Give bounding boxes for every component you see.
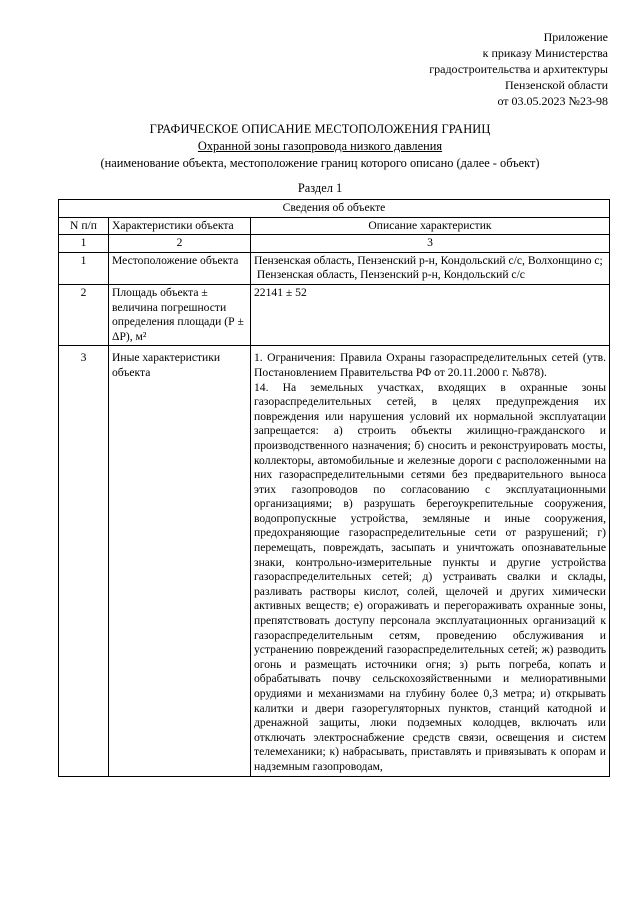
appendix-line: Приложение [543,30,608,44]
header-number: N п/п [59,217,109,235]
row-characteristic: Иные характеристики объекта [109,346,251,776]
title-block [0,121,640,172]
row-characteristic: Площадь объекта ± величина погрешности определения площади (Р ± ΔР), м² [109,284,251,345]
document-title: ГРАФИЧЕСКОЕ ОПИСАНИЕ МЕСТОПОЛОЖЕНИЯ ГРАНИЦ [149,122,491,136]
row-number: 3 [59,346,109,776]
restriction-paragraph: 14. На земельных участках, входящих в охранные зоны газораспределительных сетей, в целях предупреждения их повреждения или нарушения условий их нормальной эксплуатации запрещается: а) строить объекты жилищно-гражданского и производственного назначения; б) сносить и реконструировать мосты, коллекторы, автомобильные и железные дороги с расположенными на них газораспределительными сетями без предварительного выноса этих газопроводов по согласованию с эксплуатационными организациями; в) разрушать берегоукрепительные сооружения, водопропускные устройства, земляные и иные сооружения, предохраняющие газораспределительные сети от разрушений; г) перемещать, повреждать, засыпать и уничтожать опознавательные знаки, контрольно-измерительные пункты и другие устройства газораспределительных сетей; д) устраивать свалки и склады, разливать растворы кислот, солей, щелочей и других химически активных веществ; е) огораживать и перегораживать охранные зоны, препятствовать доступу персонала эксплуатационных организаций к газораспределительным сетям, проведению обслуживания и устранению повреждений газораспределительных сетей; ж) разводить огонь и размещать источники огня; з) рыть погреба, копать и обрабатывать почву сельскохозяйственными и мелиоративными орудиями и механизмами на глубину более 0,3 метра; и) открывать калитки и двери газорегуляторных пунктов, станций катодной и дренажной защиты, люки подземных колодцев, включать или отключать электроснабжение средств связи, освещения и систем телемеханики; к) набрасывать, приставлять и привязывать к опорам и надземным газопроводам, [254,380,606,773]
table-row [59,346,610,776]
header-characteristic: Характеристики объекта [109,217,251,235]
table-caption: Сведения об объекте [59,200,610,218]
row-number: 1 [59,252,109,284]
restriction-paragraph: 1. Ограничения: Правила Охраны газораспределительных сетей (утв. Постановлением Правительства РФ от 20.11.2000 г. №878). [254,351,606,379]
table-caption-row [59,200,610,218]
table-header-row [59,217,610,235]
location-line: Пензенская область, Пензенский р-н, Кондольский с/с [254,268,525,282]
object-info-table [58,199,610,777]
appendix-line: к приказу Министерства [482,46,608,60]
row-description: 22141 ± 52 [251,284,610,345]
appendix-line: Пензенской области [505,78,608,92]
row-number: 2 [59,284,109,345]
row-description [251,346,610,776]
appendix-block [429,29,608,109]
table-row [59,252,610,284]
section-heading: Раздел 1 [297,181,343,195]
appendix-line: градостроительства и архитектуры [429,62,608,76]
row-description [251,252,610,284]
column-number: 3 [251,235,610,253]
object-name: Охранной зоны газопровода низкого давления [197,139,443,153]
row-characteristic: Местоположение объекта [109,252,251,284]
column-number: 2 [109,235,251,253]
column-number-row [59,235,610,253]
object-name-note: (наименование объекта, местоположение границ которого описано (далее - объект) [100,156,540,170]
header-description: Описание характеристик [251,217,610,235]
column-number: 1 [59,235,109,253]
location-line: Пензенская область, Пензенский р-н, Кондольский с/с, Волхонщино с; [254,253,603,267]
appendix-line: от 03.05.2023 №23-98 [497,94,608,108]
table-row [59,284,610,345]
